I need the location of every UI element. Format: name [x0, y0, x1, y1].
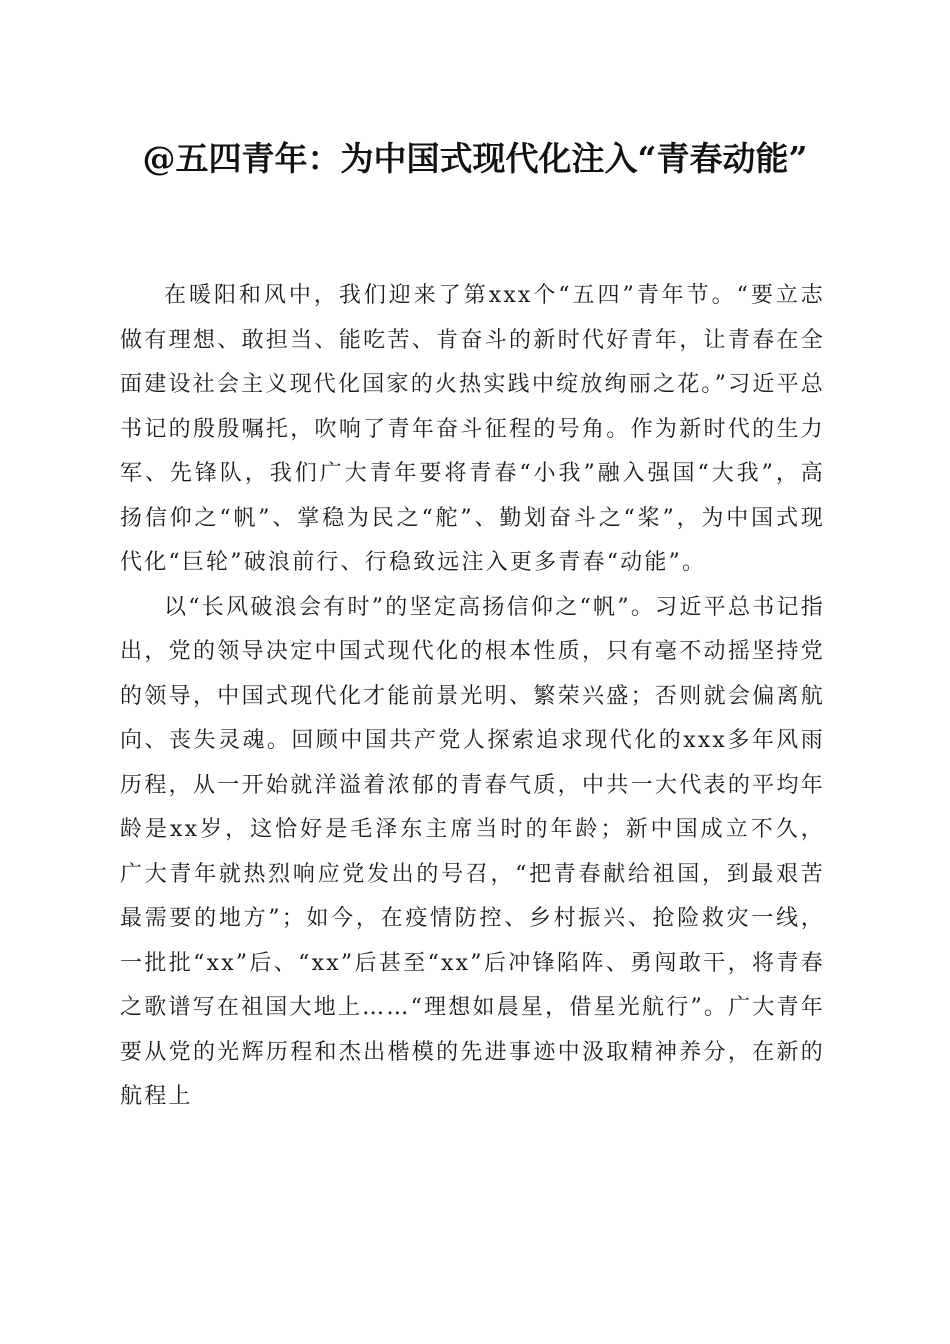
paragraph: 在暖阳和风中，我们迎来了第xxx个“五四”青年节。“要立志做有理想、敢担当、能吃苦、肯奋斗的新时代好青年，让青春在全面建设社会主义现代化国家的火热实践中绽放绚丽之花。”习近平总书记的殷殷嘱托，吹响了青年奋斗征程的号角。作为新时代的生力军、先锋队，我们广大青年要将青春“小我”融入强国“大我”，高扬信仰之“帆”、掌稳为民之“舵”、勤划奋斗之“桨”，为中国式现代化“巨轮”破浪前行、行稳致远注入更多青春“动能”。 — [120, 283, 825, 575]
paragraph: 以“长风破浪会有时”的坚定高扬信仰之“帆”。习近平总书记指出，党的领导决定中国式现代化的根本性质，只有毫不动摇坚持党的领导，中国式现代化才能前景光明、繁荣兴盛；否则就会偏离航向、丧失灵魂。回顾中国共产党人探索追求现代化的xxx多年风雨历程，从一开始就洋溢着浓郁的青春气质，中共一大代表的平均年龄是xx岁，这恰好是毛泽东主席当时的年龄；新中国成立不久，广大青年就热烈响应党发出的号召，“把青春献给祖国，到最艰苦最需要的地方”；如今，在疫情防控、乡村振兴、抢险救灾一线，一批批“xx”后、“xx”后甚至“xx”后冲锋陷阵、勇闯敢干，将青春之歌谱写在祖国大地上……“理想如晨星，借星光航行”。广大青年要从党的光辉历程和杰出楷模的先进事迹中汲取精神养分，在新的航程上 — [120, 594, 825, 1109]
document-title: @五四青年：为中国式现代化注入“青春动能” — [142, 139, 808, 178]
document-body — [120, 274, 825, 1120]
